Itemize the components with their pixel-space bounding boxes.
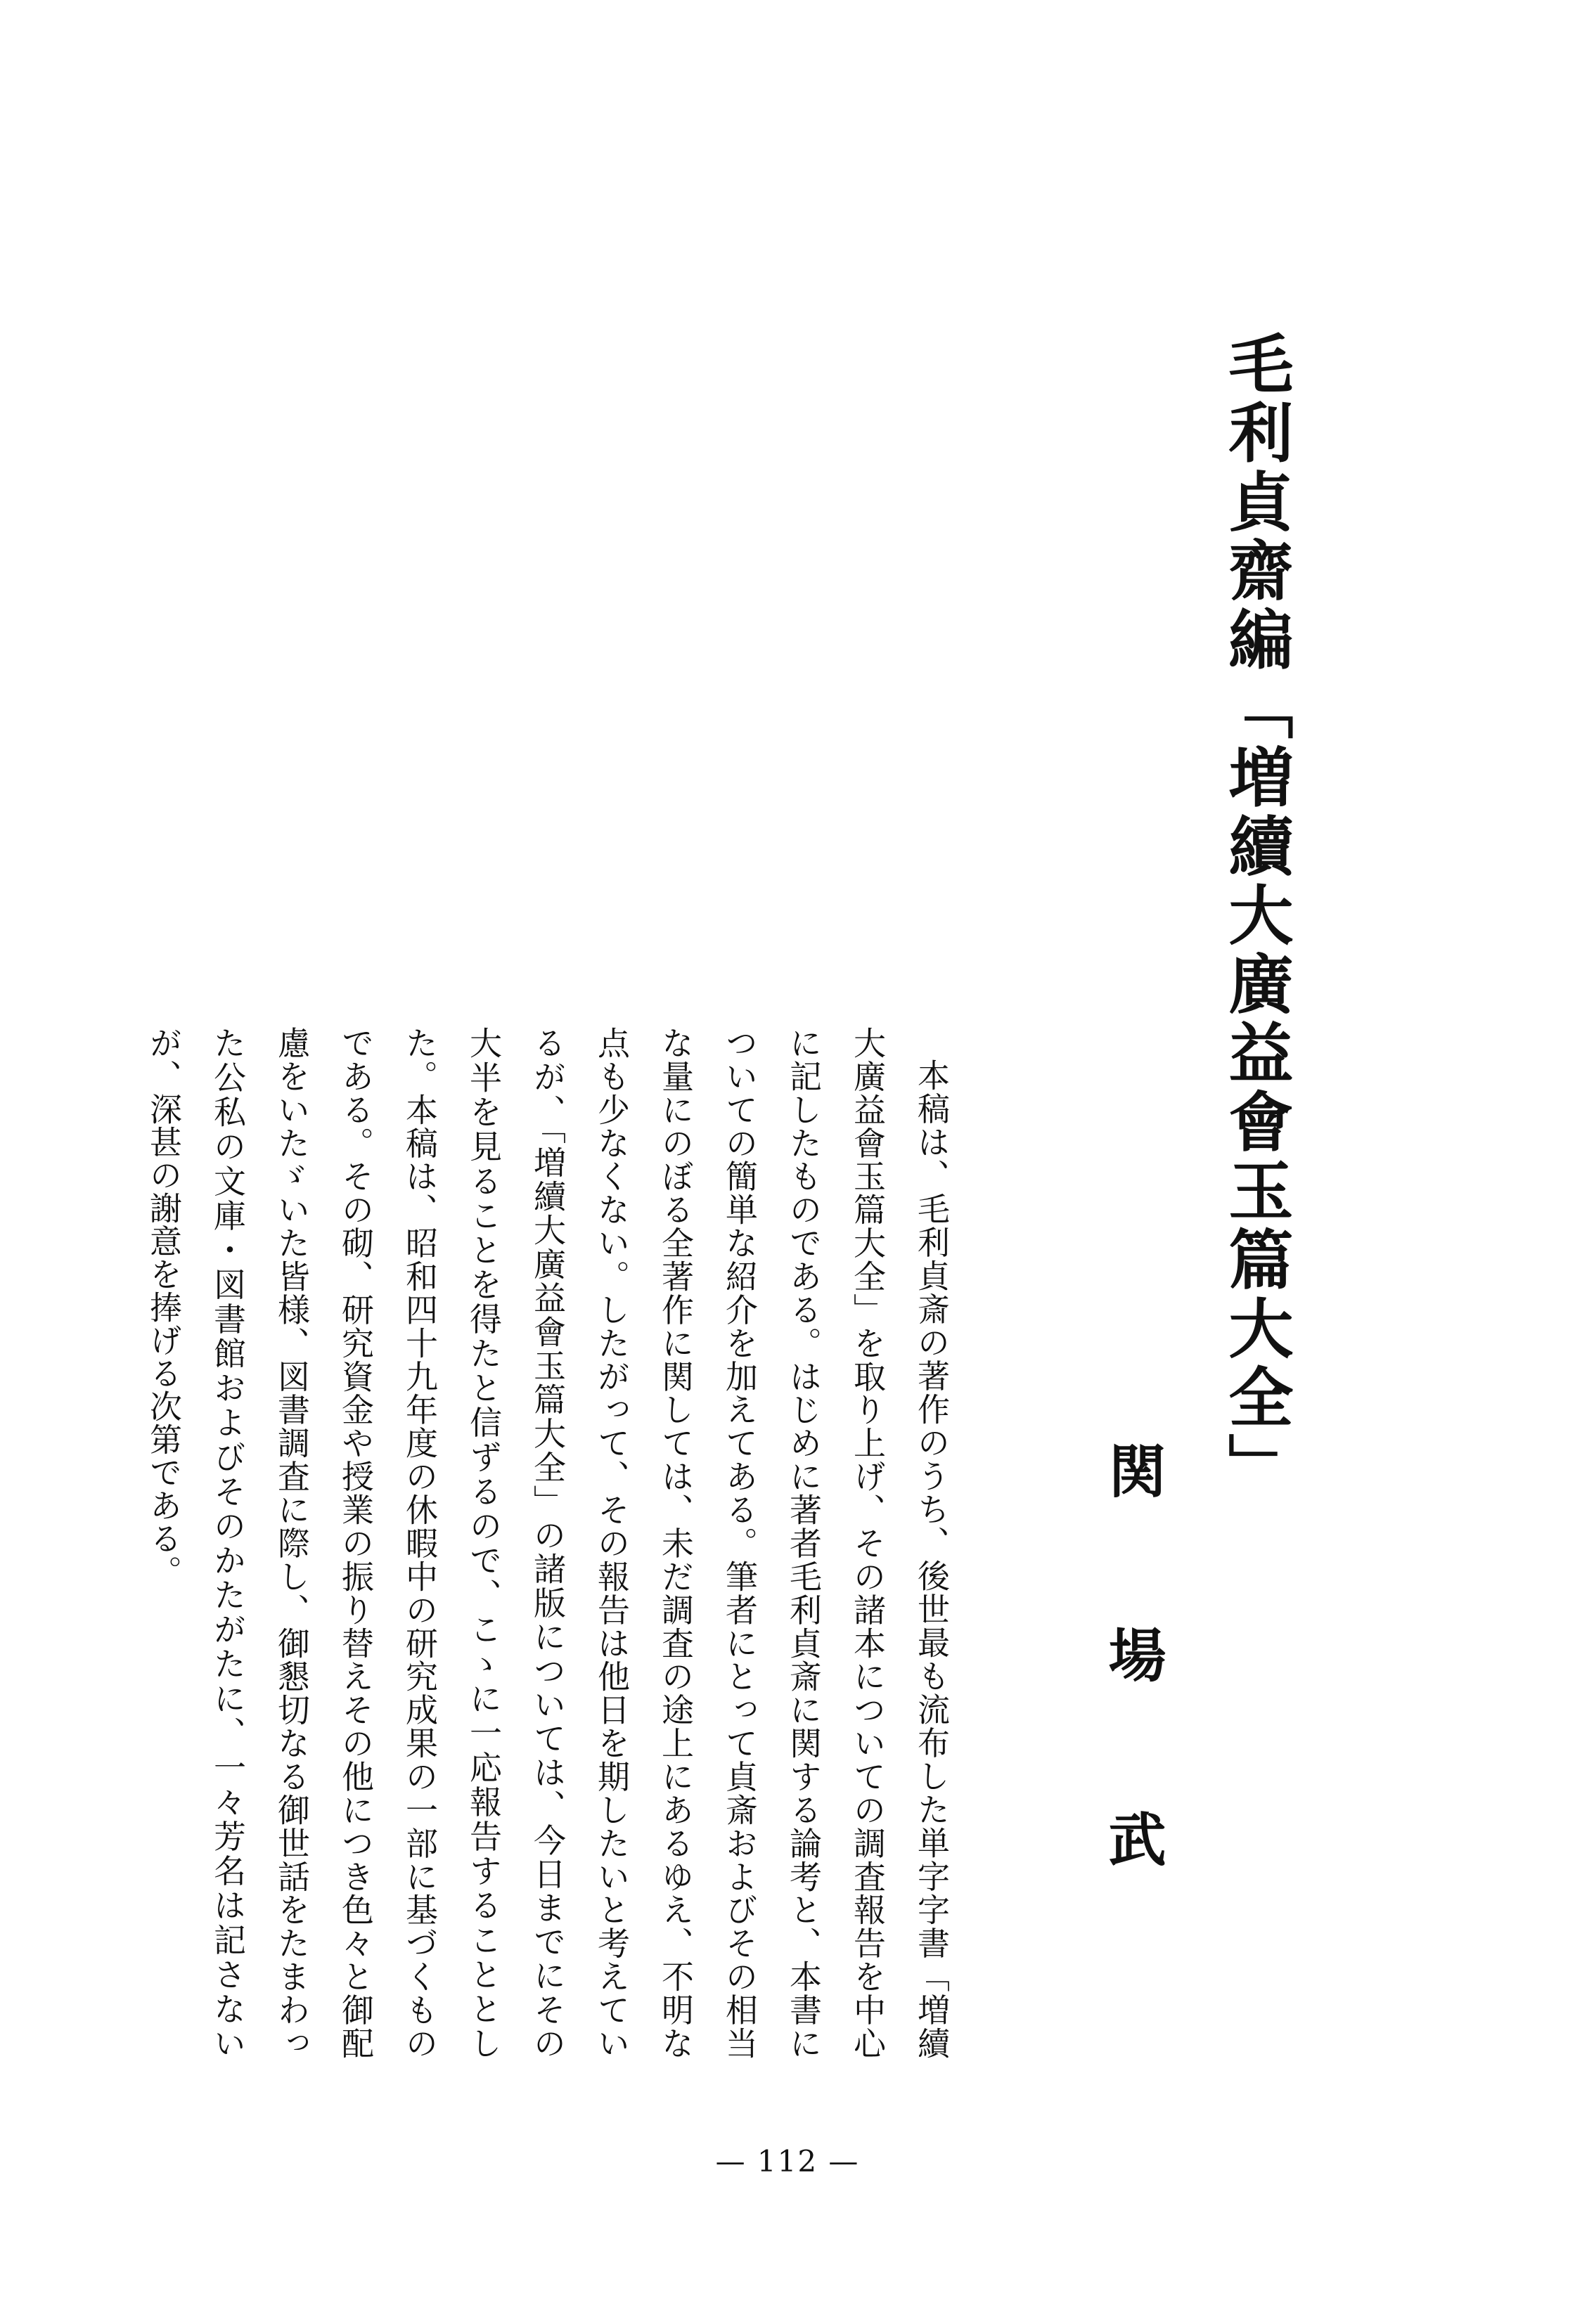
body-paragraph: 本稿は、毛利貞斎の著作のうち、後世最も流布した単字字書「増續大廣益會玉篇大全」を取り上げ、その諸本についての調査報告を中心に記したものである。はじめに著者毛利貞斎に関する論考と、本書についての簡単な紹介を加えてある。筆者にとって貞斎およびその相当な量にのぼる全著作に関しては、未だ調査の途上にあるゆえ、不明な点も少なくない。したがって、その報告は他日を期したいと考えているが、「増續大廣益會玉篇大全」の諸版については、今日までにその大半を見ることを得たと信ずるので、こゝに一応報告することとした。本稿は、昭和四十九年度の休暇中の研究成果の一部に基づくものである。その砌、研究資金や授業の振り替えその他につき色々と御配慮をいたゞいた皆様、図書調査に際し、御懇切なる御世話をたまわった公私の文庫・図書館およびそのかたがたに、一々芳名は記さないが、深甚の謝意を捧げる次第である。 bbox=[145, 1026, 951, 2060]
body-text bbox=[145, 1026, 963, 2060]
page-number: — 112 — bbox=[715, 2144, 860, 2178]
article-title: 毛利貞齋編「増續大廣益會玉篇大全」 bbox=[1218, 330, 1294, 1502]
author-name: 関場武 bbox=[1099, 1441, 1166, 1994]
